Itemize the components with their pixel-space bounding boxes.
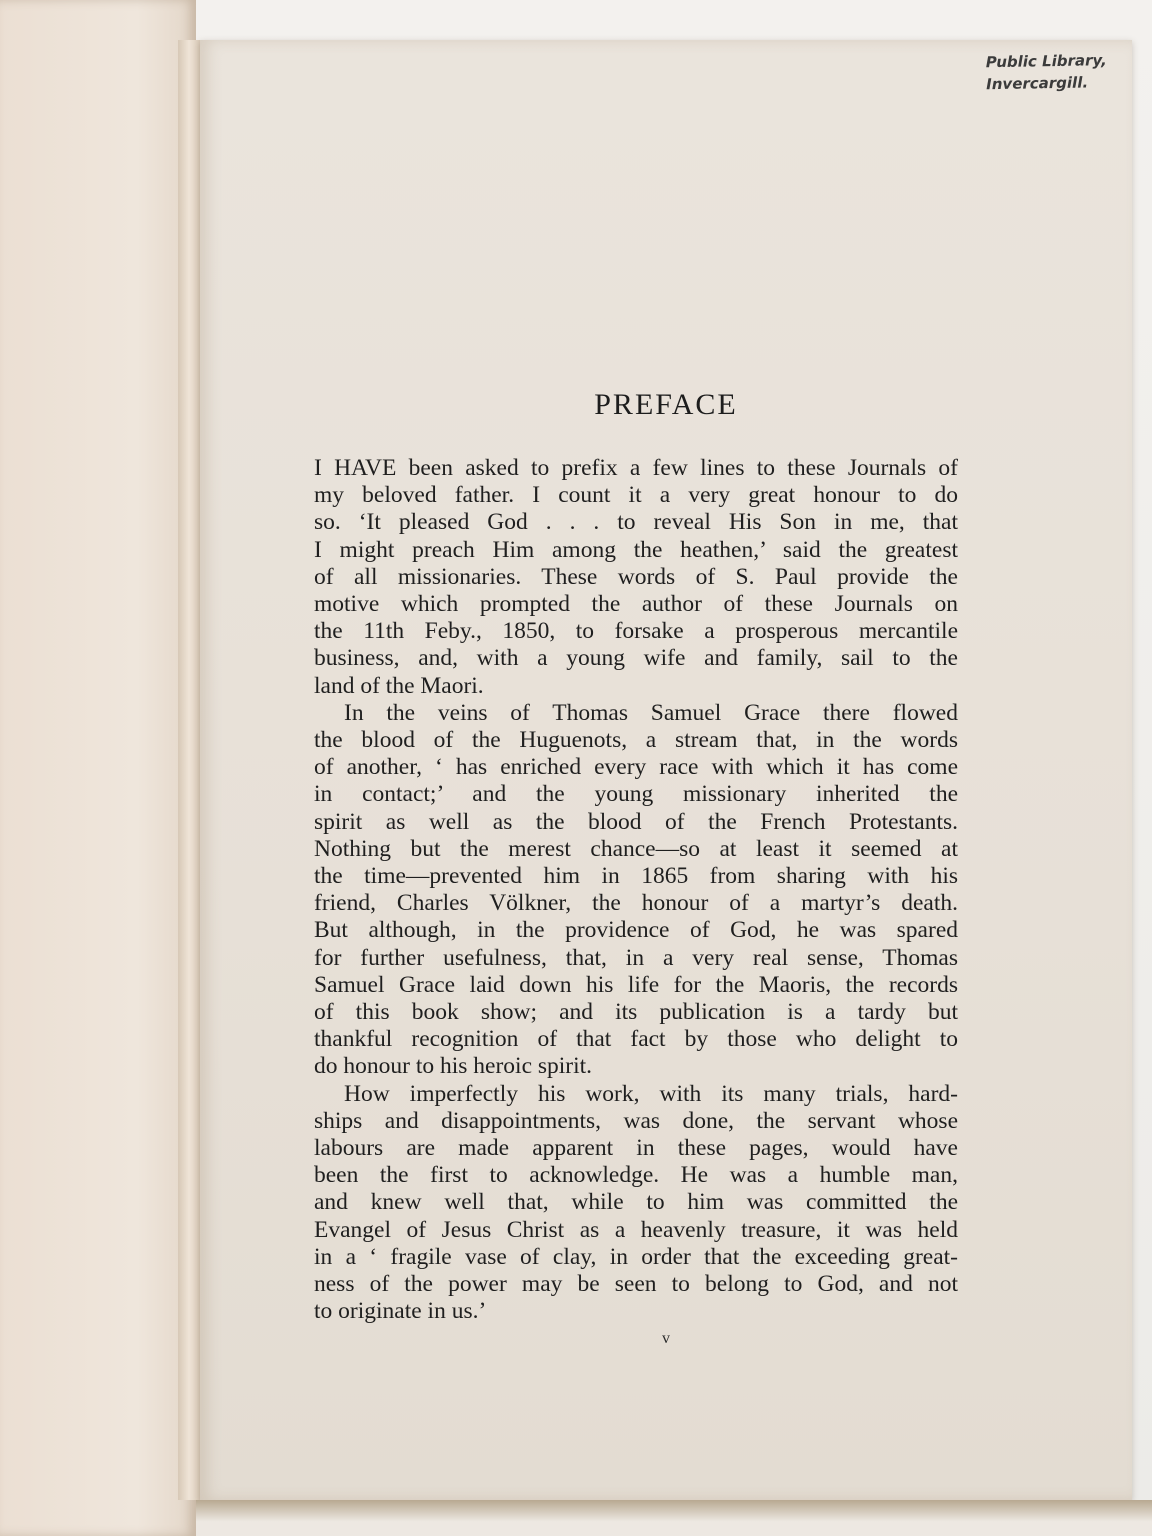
text-line: of this book show; and its publication is a tardy but bbox=[314, 999, 958, 1026]
text-line: my beloved father. I count it a very great honour to do bbox=[314, 482, 958, 509]
book-gutter bbox=[178, 40, 200, 1500]
text-line: to originate in us.’ bbox=[314, 1298, 487, 1325]
text-line: labours are made apparent in these pages, would have bbox=[314, 1135, 958, 1162]
text-line: so. ‘It pleased God . . . to reveal His Son in me, that bbox=[314, 509, 958, 536]
text-line: Samuel Grace laid down his life for the Maoris, the records bbox=[314, 971, 958, 998]
paragraph-3 bbox=[314, 1081, 958, 1326]
page-number: v bbox=[662, 1330, 670, 1347]
text-line: thankful recognition of that fact by those who delight to bbox=[314, 1026, 958, 1053]
text-line: friend, Charles Völkner, the honour of a martyr’s death. bbox=[314, 890, 958, 917]
text-line: How imperfectly his work, with its many trials, hard- bbox=[344, 1080, 958, 1107]
text-line: motive which prompted the author of these Journals on bbox=[314, 591, 958, 618]
text-line: land of the Maori. bbox=[314, 672, 484, 699]
text-line: I HAVE been asked to prefix a few lines to these Journals of bbox=[314, 455, 958, 481]
library-stamp bbox=[986, 49, 1127, 95]
text-line: the 11th Feby., 1850, to forsake a prosperous mercantile bbox=[314, 618, 958, 645]
text-line: been the first to acknowledge. He was a humble man, bbox=[314, 1162, 958, 1189]
text-line: I might preach Him among the heathen,’ said the greatest bbox=[314, 536, 958, 563]
text-line: But although, in the providence of God, he was spared bbox=[314, 917, 958, 944]
text-line: In the veins of Thomas Samuel Grace there flowed bbox=[344, 699, 958, 726]
text-line: and knew well that, while to him was committed the bbox=[314, 1189, 958, 1216]
text-line: business, and, with a young wife and family, sail to the bbox=[314, 645, 958, 672]
text-line: for further usefulness, that, in a very real sense, Thomas bbox=[314, 944, 958, 971]
left-page bbox=[0, 0, 196, 1536]
text-line: ness of the power may be seen to belong to God, and not bbox=[314, 1271, 958, 1298]
text-line: of another, ‘ has enriched every race with which it has come bbox=[314, 754, 958, 781]
text-line: Nothing but the merest chance—so at least it seemed at bbox=[314, 835, 958, 862]
text-line: ships and disappointments, was done, the servant whose bbox=[314, 1107, 958, 1134]
text-line: the time—prevented him in 1865 from sharing with his bbox=[314, 863, 958, 890]
text-line: do honour to his heroic spirit. bbox=[314, 1053, 593, 1080]
paragraph-2 bbox=[314, 700, 958, 1081]
book-bottom-edge bbox=[196, 1500, 1152, 1536]
preface-body bbox=[314, 455, 958, 1326]
text-line: Evangel of Jesus Christ as a heavenly treasure, it was held bbox=[314, 1216, 958, 1243]
paragraph-1 bbox=[314, 455, 958, 700]
text-line: spirit as well as the blood of the French Protestants. bbox=[314, 808, 958, 835]
text-line: in a ‘ fragile vase of clay, in order that the exceeding great- bbox=[314, 1243, 958, 1270]
text-line: of all missionaries. These words of S. Paul provide the bbox=[314, 563, 958, 590]
stamp-line-1: Public Library, bbox=[985, 51, 1107, 72]
text-line: in contact;’ and the young missionary inherited the bbox=[314, 781, 958, 808]
page-title: PREFACE bbox=[594, 388, 738, 421]
text-line: the blood of the Huguenots, a stream that, in the words bbox=[314, 727, 958, 754]
stamp-line-2: Invercargill. bbox=[986, 73, 1089, 94]
